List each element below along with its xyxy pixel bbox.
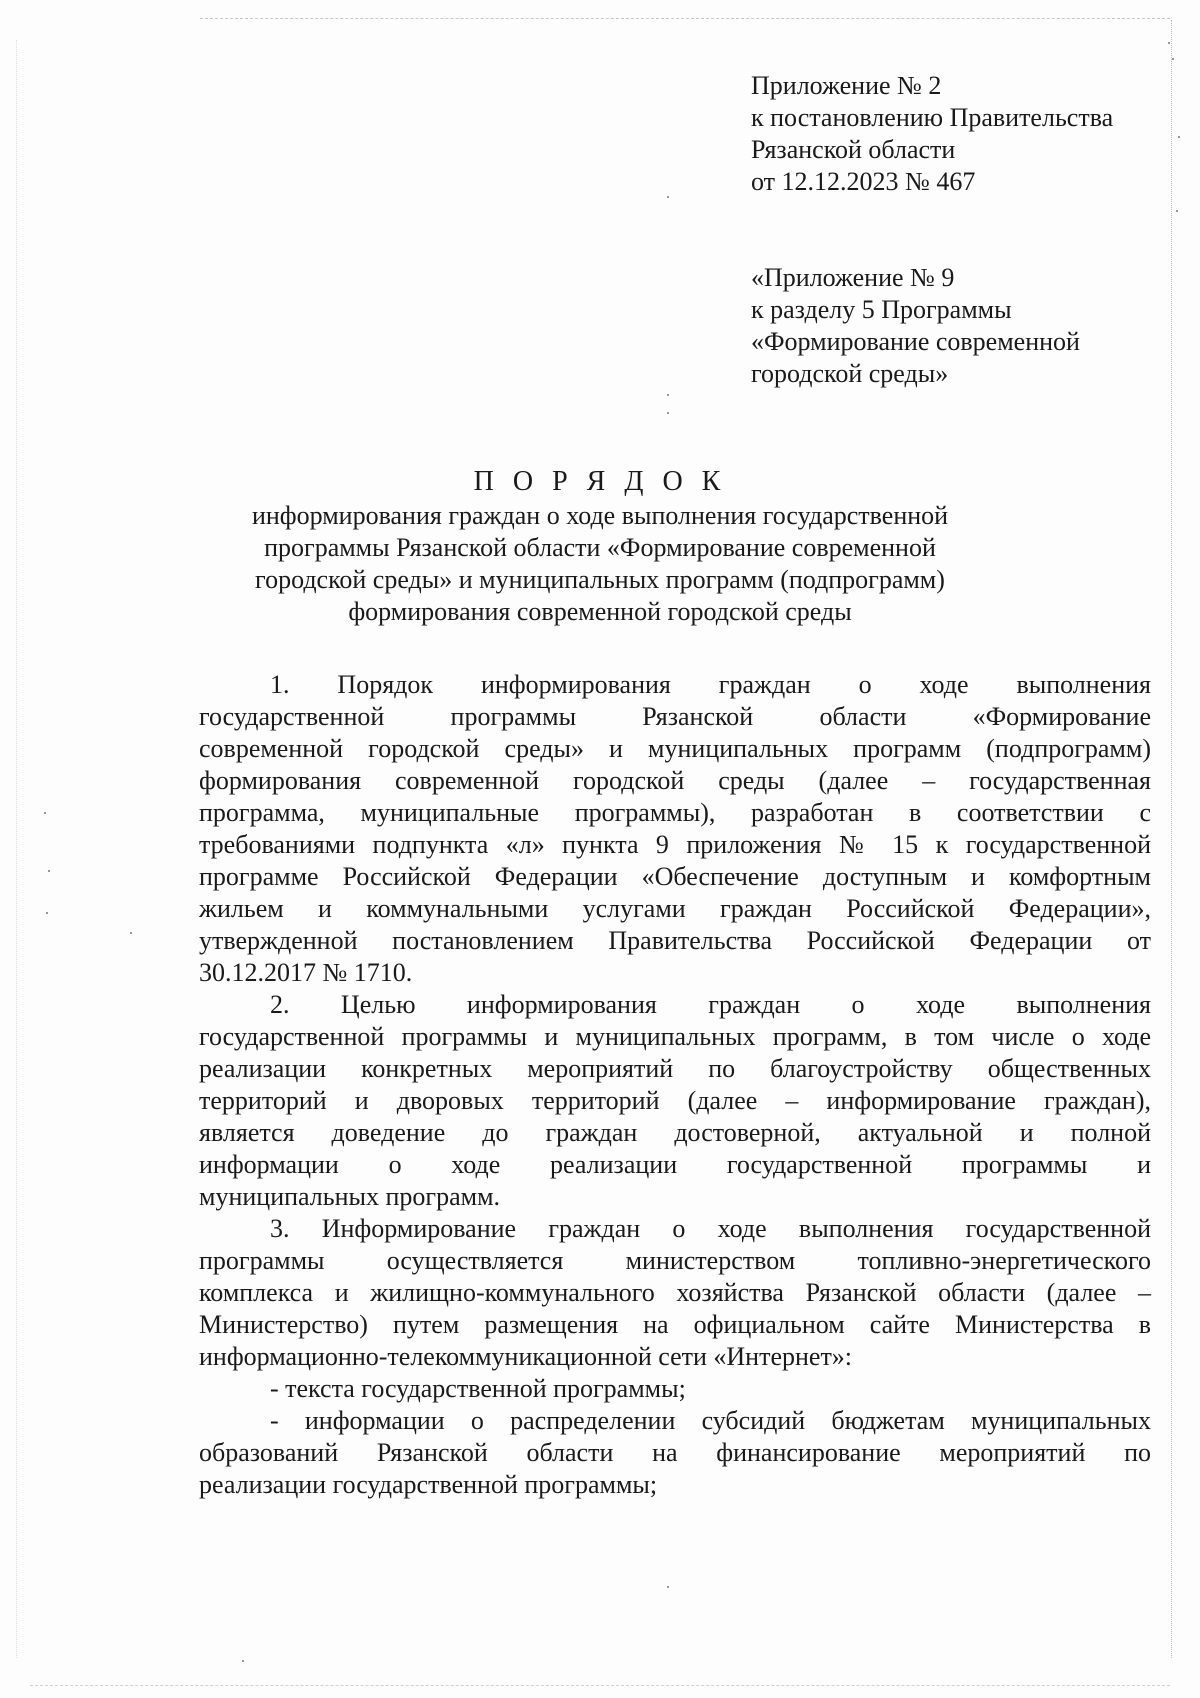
scan-speck	[1176, 210, 1178, 212]
annex-line: Рязанской области	[751, 135, 956, 164]
paragraph-3-line: программы осуществляется министерством топливно-энергетического	[199, 1246, 1151, 1275]
paragraph-2-line: информации о ходе реализации государственной программы и	[199, 1150, 1151, 1179]
paragraph-2-line: реализации конкретных мероприятий по благоустройству общественных	[199, 1054, 1151, 1083]
title-subtitle-line: городской среды» и муниципальных программ (подпрограмм)	[255, 565, 945, 594]
title-subtitle-line: программы Рязанской области «Формирование современной	[264, 533, 936, 562]
title-subtitle-line: информирования граждан о ходе выполнения государственной	[251, 501, 949, 530]
annex-line: городской среды»	[751, 359, 949, 388]
scan-edge-right	[1171, 20, 1172, 1658]
annex-line: к разделу 5 Программы	[751, 295, 1012, 324]
paragraph-3-line: 3. Информирование граждан о ходе выполнения государственной	[270, 1214, 1151, 1243]
paragraph-1-line: государственной программы Рязанской области «Формирование	[199, 702, 1151, 731]
scan-edge-bottom	[30, 1685, 1170, 1686]
annex-line: от 12.12.2023 № 467	[751, 167, 976, 196]
title-subtitle-line: формирования современной городской среды	[348, 597, 852, 626]
paragraph-3-line: информационно-телекоммуникационной сети «Интернет»:	[199, 1342, 853, 1371]
paragraph-1-line: 1. Порядок информирования граждан о ходе выполнения	[270, 670, 1151, 699]
scan-speck	[44, 812, 46, 814]
paragraph-1-line: формирования современной городской среды (далее – государственная	[199, 766, 1151, 795]
paragraph-2-line: государственной программы и муниципальных программ, в том числе о ходе	[199, 1022, 1151, 1051]
scan-speck	[667, 196, 669, 198]
annex-line: Приложение № 2	[751, 71, 942, 100]
document-title	[150, 466, 1050, 628]
annex-line: «Приложение № 9	[751, 263, 955, 292]
paragraph-2-line: муниципальных программ.	[199, 1182, 501, 1211]
paragraph-1-line: современной городской среды» и муниципальных программ (подпрограмм)	[199, 734, 1151, 763]
annex-line: «Формирование современной	[751, 327, 1080, 356]
annex-header-2	[751, 262, 1080, 390]
document-body	[199, 669, 1151, 1501]
annex-header-1	[751, 70, 1113, 198]
paragraph-2-line: 2. Целью информирования граждан о ходе выполнения	[270, 990, 1151, 1019]
scan-speck	[1168, 42, 1170, 44]
list-item-line: - текста государственной программы;	[270, 1374, 686, 1403]
scan-speck	[46, 912, 48, 914]
list-item-line: реализации государственной программы;	[199, 1470, 658, 1499]
scan-speck	[667, 412, 669, 414]
paragraph-1-line: программа, муниципальные программы), разработан в соответствии с	[199, 798, 1151, 827]
scan-speck	[242, 1660, 244, 1662]
scan-speck	[667, 1586, 669, 1588]
paragraph-3-line: комплекса и жилищно-коммунального хозяйства Рязанской области (далее –	[199, 1278, 1151, 1307]
scan-edge-top	[200, 18, 1170, 19]
scan-edge-left	[16, 40, 17, 1658]
scan-speck	[667, 394, 669, 396]
scan-speck	[1172, 58, 1174, 60]
paragraph-1-line: требованиями подпункта «л» пункта 9 приложения № 15 к государственной	[199, 830, 1151, 859]
scan-speck	[1178, 136, 1180, 138]
paragraph-1-line: программе Российской Федерации «Обеспечение доступным и комфортным	[199, 862, 1151, 891]
list-item-line: - информации о распределении субсидий бюджетам муниципальных	[270, 1406, 1151, 1435]
list-item-line: образований Рязанской области на финансирование мероприятий по	[199, 1438, 1151, 1467]
scan-speck	[48, 870, 50, 872]
paragraph-3-line: Министерство) путем размещения на официальном сайте Министерства в	[199, 1310, 1151, 1339]
paragraph-1-line: жильем и коммунальными услугами граждан Российской Федерации»,	[199, 894, 1151, 923]
annex-line: к постановлению Правительства	[751, 103, 1114, 132]
title-main: П О Р Я Д О К	[473, 466, 727, 497]
paragraph-2-line: территорий и дворовых территорий (далее – информирование граждан),	[199, 1086, 1151, 1115]
scan-speck	[130, 932, 132, 934]
paragraph-1-line: утвержденной постановлением Правительства Российской Федерации от	[199, 926, 1151, 955]
paragraph-1-line: 30.12.2017 № 1710.	[199, 958, 413, 987]
paragraph-2-line: является доведение до граждан достоверной, актуальной и полной	[199, 1118, 1151, 1147]
